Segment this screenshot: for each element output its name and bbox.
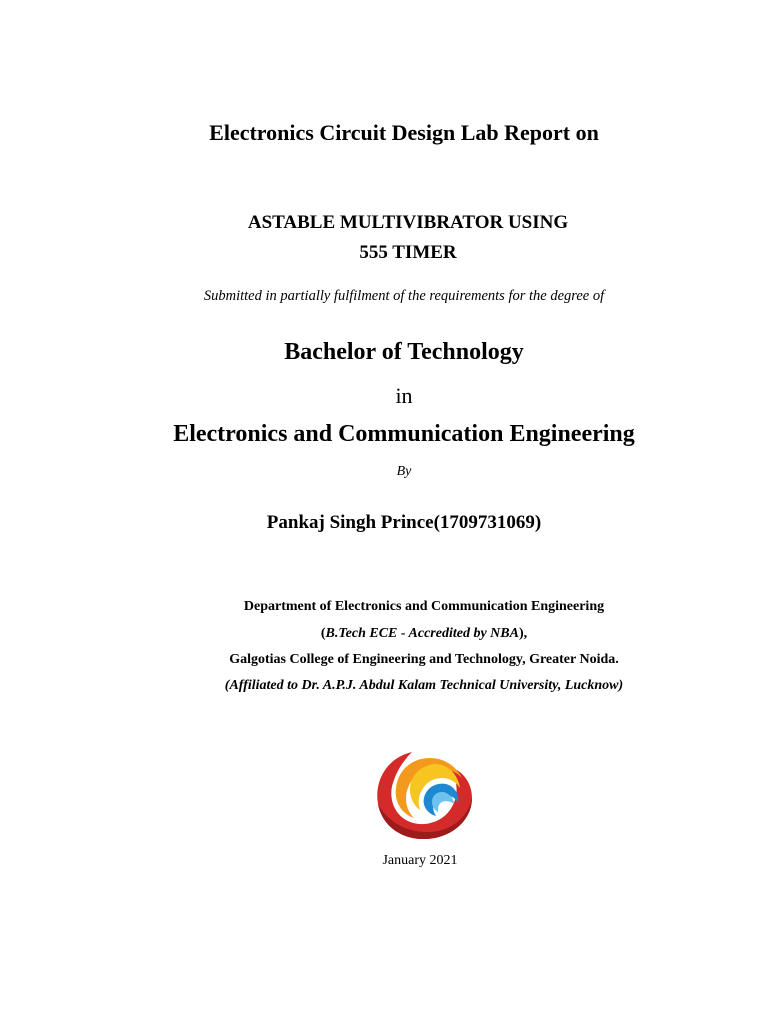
by-word: By <box>396 464 412 479</box>
report-date: January 2021 <box>382 853 458 868</box>
accreditation-line <box>40 626 768 642</box>
branch-name: Electronics and Communication Engineering <box>173 421 635 447</box>
college-line: Galgotias College of Engineering and Technology, Greater Noida. <box>229 652 619 667</box>
project-title-line-1: ASTABLE MULTIVIBRATOR USING <box>247 212 569 233</box>
affiliation-line: (Affiliated to Dr. A.P.J. Abdul Kalam Technical University, Lucknow) <box>224 678 624 693</box>
department-line: Department of Electronics and Communication Engineering <box>243 599 605 614</box>
project-title-line-2: 555 TIMER <box>359 242 457 263</box>
degree-name: Bachelor of Technology <box>284 339 524 365</box>
report-heading: Electronics Circuit Design Lab Report on <box>209 120 599 145</box>
college-logo-icon <box>372 748 476 842</box>
in-word: in <box>395 383 413 408</box>
accreditation-close-paren: ), <box>518 626 528 641</box>
accreditation-text: B.Tech ECE - Accredited by NBA <box>325 626 519 641</box>
accreditation-open-paren: ( <box>320 626 326 641</box>
author-name: Pankaj Singh Prince(1709731069) <box>266 512 542 533</box>
submitted-note: Submitted in partially fulfilment of the requirements for the degree of <box>203 288 605 304</box>
